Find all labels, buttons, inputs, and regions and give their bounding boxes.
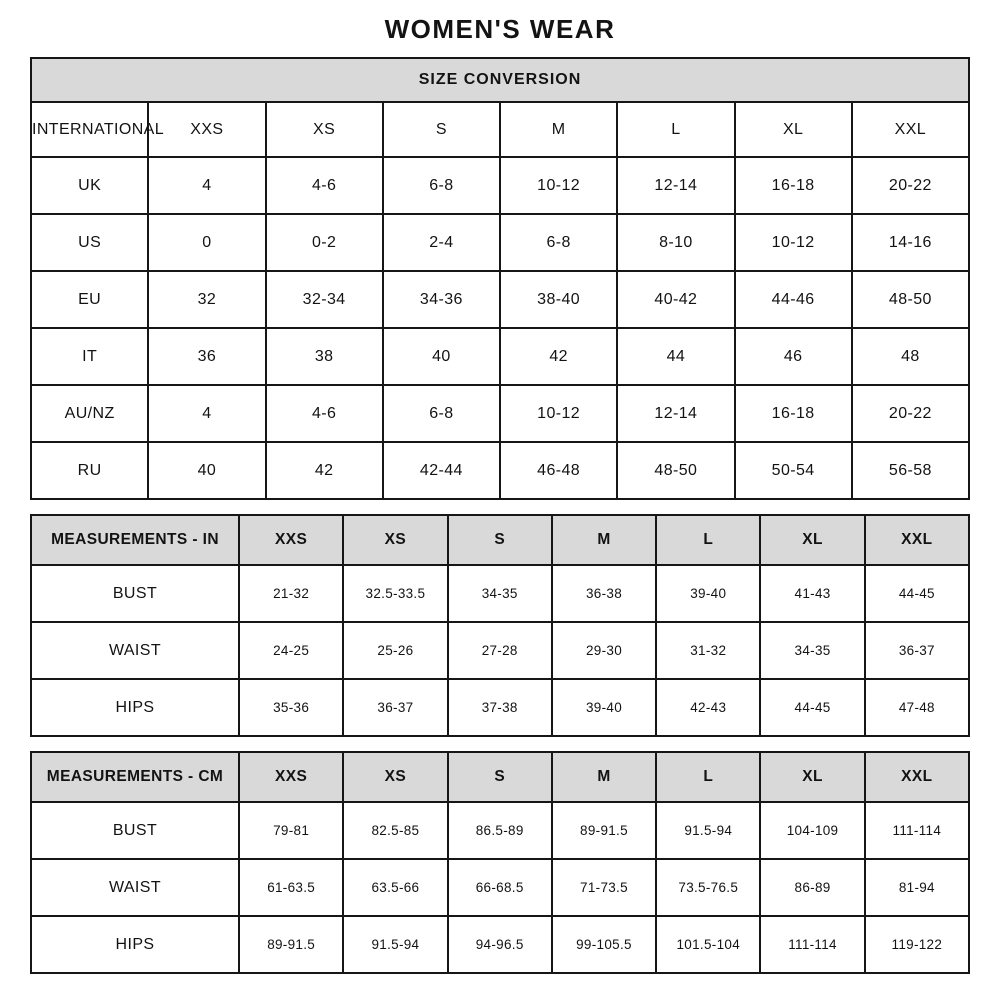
table-banner-row <box>31 58 969 102</box>
data-cell: 42 <box>500 328 617 385</box>
header-row <box>31 515 969 565</box>
row-label: BUST <box>31 802 239 859</box>
row-label: EU <box>31 271 148 328</box>
row-label: WAIST <box>31 859 239 916</box>
data-cell: 86.5-89 <box>448 802 552 859</box>
header-row <box>31 102 969 157</box>
data-cell: 10-12 <box>500 385 617 442</box>
data-cell: 39-40 <box>552 679 656 736</box>
data-cell: 4 <box>148 385 265 442</box>
data-cell: 0-2 <box>266 214 383 271</box>
column-header: XS <box>343 515 447 565</box>
data-cell: 0 <box>148 214 265 271</box>
table-row <box>31 622 969 679</box>
column-header: XXS <box>239 515 343 565</box>
data-cell: 36-38 <box>552 565 656 622</box>
data-cell: 38-40 <box>500 271 617 328</box>
table-row <box>31 271 969 328</box>
table-row <box>31 157 969 214</box>
table-title-cell: MEASUREMENTS - IN <box>31 515 239 565</box>
data-cell: 20-22 <box>852 157 969 214</box>
row-label: BUST <box>31 565 239 622</box>
column-header: L <box>617 102 734 157</box>
data-cell: 34-36 <box>383 271 500 328</box>
header-row <box>31 752 969 802</box>
data-cell: 4 <box>148 157 265 214</box>
data-cell: 39-40 <box>656 565 760 622</box>
column-header: XXL <box>865 515 969 565</box>
data-cell: 71-73.5 <box>552 859 656 916</box>
data-cell: 63.5-66 <box>343 859 447 916</box>
data-cell: 66-68.5 <box>448 859 552 916</box>
column-header: XL <box>760 752 864 802</box>
data-cell: 91.5-94 <box>656 802 760 859</box>
row-label: RU <box>31 442 148 499</box>
data-cell: 56-58 <box>852 442 969 499</box>
table-row <box>31 916 969 973</box>
column-header: XXL <box>865 752 969 802</box>
data-cell: 41-43 <box>760 565 864 622</box>
data-cell: 44 <box>617 328 734 385</box>
column-header: XXS <box>148 102 265 157</box>
table-row <box>31 679 969 736</box>
data-cell: 20-22 <box>852 385 969 442</box>
data-cell: 12-14 <box>617 157 734 214</box>
data-cell: 31-32 <box>656 622 760 679</box>
column-header: XXL <box>852 102 969 157</box>
row-label: AU/NZ <box>31 385 148 442</box>
column-header: S <box>448 752 552 802</box>
data-cell: 42-44 <box>383 442 500 499</box>
data-cell: 10-12 <box>500 157 617 214</box>
column-header: M <box>552 752 656 802</box>
column-header: XS <box>266 102 383 157</box>
data-cell: 42-43 <box>656 679 760 736</box>
data-cell: 46-48 <box>500 442 617 499</box>
data-cell: 4-6 <box>266 385 383 442</box>
data-cell: 86-89 <box>760 859 864 916</box>
data-cell: 32-34 <box>266 271 383 328</box>
data-cell: 111-114 <box>760 916 864 973</box>
column-header: XL <box>760 515 864 565</box>
table-row <box>31 859 969 916</box>
data-cell: 25-26 <box>343 622 447 679</box>
data-cell: 29-30 <box>552 622 656 679</box>
table-row <box>31 565 969 622</box>
data-cell: 16-18 <box>735 157 852 214</box>
column-header: XL <box>735 102 852 157</box>
data-cell: 47-48 <box>865 679 969 736</box>
data-cell: 6-8 <box>500 214 617 271</box>
data-cell: 104-109 <box>760 802 864 859</box>
data-cell: 8-10 <box>617 214 734 271</box>
table-row <box>31 214 969 271</box>
data-cell: 42 <box>266 442 383 499</box>
row-label: IT <box>31 328 148 385</box>
row-label: WAIST <box>31 622 239 679</box>
data-cell: 48-50 <box>617 442 734 499</box>
data-cell: 27-28 <box>448 622 552 679</box>
data-cell: 44-45 <box>760 679 864 736</box>
data-cell: 2-4 <box>383 214 500 271</box>
data-cell: 35-36 <box>239 679 343 736</box>
data-cell: 48-50 <box>852 271 969 328</box>
data-cell: 36-37 <box>343 679 447 736</box>
data-cell: 40 <box>383 328 500 385</box>
data-cell: 81-94 <box>865 859 969 916</box>
data-cell: 37-38 <box>448 679 552 736</box>
size-conversion-table <box>30 57 970 500</box>
data-cell: 44-45 <box>865 565 969 622</box>
column-header: XS <box>343 752 447 802</box>
column-header: S <box>383 102 500 157</box>
data-cell: 10-12 <box>735 214 852 271</box>
column-header: S <box>448 515 552 565</box>
table-banner: SIZE CONVERSION <box>31 58 969 102</box>
data-cell: 50-54 <box>735 442 852 499</box>
column-header: L <box>656 515 760 565</box>
data-cell: 119-122 <box>865 916 969 973</box>
row-label: US <box>31 214 148 271</box>
data-cell: 34-35 <box>448 565 552 622</box>
data-cell: 89-91.5 <box>552 802 656 859</box>
measurements-cm-table <box>30 751 970 974</box>
data-cell: 36-37 <box>865 622 969 679</box>
data-cell: 32.5-33.5 <box>343 565 447 622</box>
data-cell: 34-35 <box>760 622 864 679</box>
data-cell: 21-32 <box>239 565 343 622</box>
data-cell: 61-63.5 <box>239 859 343 916</box>
data-cell: 89-91.5 <box>239 916 343 973</box>
table-title-cell: INTERNATIONAL <box>31 102 148 157</box>
data-cell: 38 <box>266 328 383 385</box>
data-cell: 4-6 <box>266 157 383 214</box>
data-cell: 99-105.5 <box>552 916 656 973</box>
data-cell: 44-46 <box>735 271 852 328</box>
data-cell: 94-96.5 <box>448 916 552 973</box>
data-cell: 46 <box>735 328 852 385</box>
column-header: L <box>656 752 760 802</box>
data-cell: 36 <box>148 328 265 385</box>
data-cell: 14-16 <box>852 214 969 271</box>
table-row <box>31 442 969 499</box>
data-cell: 40 <box>148 442 265 499</box>
data-cell: 6-8 <box>383 157 500 214</box>
column-header: M <box>552 515 656 565</box>
table-row <box>31 328 969 385</box>
data-cell: 12-14 <box>617 385 734 442</box>
table-row <box>31 385 969 442</box>
row-label: UK <box>31 157 148 214</box>
data-cell: 73.5-76.5 <box>656 859 760 916</box>
row-label: HIPS <box>31 679 239 736</box>
measurements-in-table <box>30 514 970 737</box>
page-title: WOMEN'S WEAR <box>384 14 616 44</box>
data-cell: 101.5-104 <box>656 916 760 973</box>
data-cell: 40-42 <box>617 271 734 328</box>
data-cell: 48 <box>852 328 969 385</box>
column-header: M <box>500 102 617 157</box>
data-cell: 6-8 <box>383 385 500 442</box>
data-cell: 24-25 <box>239 622 343 679</box>
data-cell: 16-18 <box>735 385 852 442</box>
data-cell: 91.5-94 <box>343 916 447 973</box>
data-cell: 79-81 <box>239 802 343 859</box>
row-label: HIPS <box>31 916 239 973</box>
table-row <box>31 802 969 859</box>
data-cell: 32 <box>148 271 265 328</box>
column-header: XXS <box>239 752 343 802</box>
table-title-cell: MEASUREMENTS - CM <box>31 752 239 802</box>
data-cell: 82.5-85 <box>343 802 447 859</box>
data-cell: 111-114 <box>865 802 969 859</box>
